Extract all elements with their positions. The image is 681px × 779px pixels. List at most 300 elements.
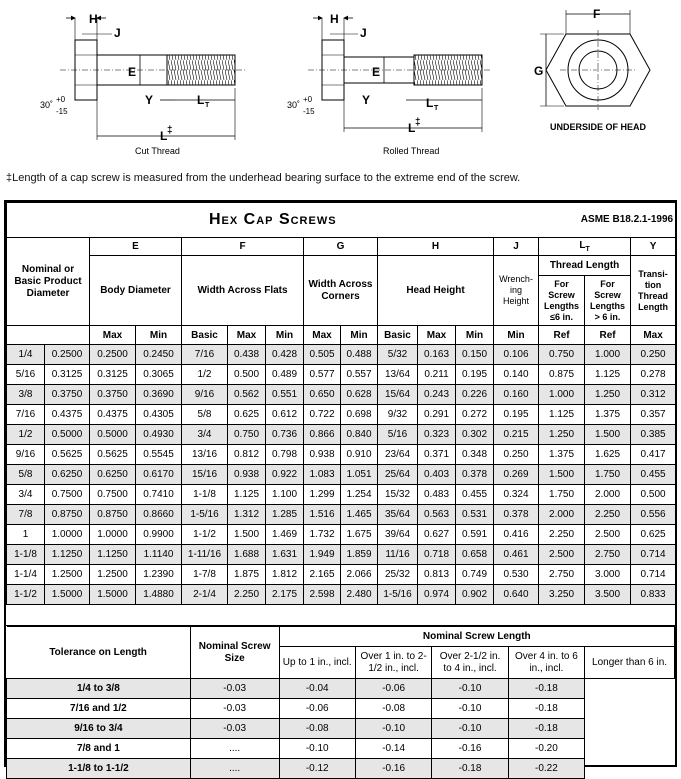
table-cell: 0.302	[456, 425, 494, 445]
table-cell: 0.922	[266, 465, 304, 485]
tolerance-row	[7, 699, 675, 719]
table-cell: 0.902	[456, 585, 494, 605]
table-cell: 0.750	[228, 425, 266, 445]
cut-y-label: Y	[145, 93, 154, 107]
table-cell: 5/8	[7, 465, 45, 485]
tolerance-size-cell: 1-1/8 to 1-1/2	[7, 759, 191, 779]
sub-j-min: Min	[494, 326, 539, 345]
table-cell: 5/16	[378, 425, 418, 445]
table-cell: 1.125	[228, 485, 266, 505]
table-row	[7, 405, 676, 425]
transition-header: Transi-tion Thread Length	[631, 256, 676, 326]
table-cell: 0.5545	[136, 445, 182, 465]
rolled-y-label: Y	[362, 93, 371, 107]
tolerance-row	[7, 719, 675, 739]
tolerance-cell: -0.08	[279, 719, 355, 739]
table-row	[7, 525, 676, 545]
table-row	[7, 385, 676, 405]
table-cell: 0.750	[539, 345, 585, 365]
cut-l-label: L	[160, 129, 168, 143]
length-range-header: Longer than 6 in.	[585, 647, 675, 679]
table-cell: 0.323	[418, 425, 456, 445]
hex-cap-screws-table	[4, 200, 677, 774]
tolerance-cell: -0.03	[190, 679, 279, 699]
table-cell: 25/32	[378, 565, 418, 585]
table-cell: 0.371	[418, 445, 456, 465]
table-cell: 0.6250	[45, 465, 90, 485]
table-cell: 0.562	[228, 385, 266, 405]
table-cell: 11/16	[378, 545, 418, 565]
table-cell: 1-1/8	[182, 485, 228, 505]
tolerance-cell: -0.16	[432, 739, 508, 759]
tolerance-cell: -0.04	[279, 679, 355, 699]
table-cell: 1.469	[266, 525, 304, 545]
g-letter: G	[304, 238, 378, 256]
head-f-label: F	[593, 7, 601, 21]
table-cell: 0.798	[266, 445, 304, 465]
rolled-lt-sub: T	[434, 105, 439, 112]
table-cell: 1.125	[539, 405, 585, 425]
table-cell: 0.243	[418, 385, 456, 405]
tolerance-row	[7, 759, 675, 779]
table-cell: 0.8750	[90, 505, 136, 525]
table-cell: 0.417	[631, 445, 676, 465]
table-cell: 0.357	[631, 405, 676, 425]
table-cell: 0.3125	[90, 365, 136, 385]
table-cell: 3/4	[7, 485, 45, 505]
short-screw-header: For Screw Lengths ≤6 in.	[539, 276, 585, 326]
table-cell: 0.625	[631, 525, 676, 545]
table-cell: 1.285	[266, 505, 304, 525]
sub-h-min: Min	[456, 326, 494, 345]
tolerance-size-cell: 7/16 and 1/2	[7, 699, 191, 719]
table-cell: 0.736	[266, 425, 304, 445]
table-cell: 0.625	[228, 405, 266, 425]
table-cell: 1.051	[341, 465, 378, 485]
table-cell: 1.299	[304, 485, 341, 505]
table-cell: 1.083	[304, 465, 341, 485]
table-cell: 0.5625	[45, 445, 90, 465]
cut-j-label: J	[114, 26, 121, 40]
table-cell: 1.516	[304, 505, 341, 525]
table-cell: 2.750	[585, 545, 631, 565]
table-cell: 0.8660	[136, 505, 182, 525]
table-cell: 1.312	[228, 505, 266, 525]
tolerance-cell: -0.18	[508, 679, 584, 699]
data-rows	[7, 345, 676, 605]
lt-letter: L	[579, 240, 586, 251]
table-cell: 1.500	[539, 465, 585, 485]
table-cell: 2.000	[585, 485, 631, 505]
table-row	[7, 505, 676, 525]
table-cell: 0.195	[494, 405, 539, 425]
tolerance-label: Tolerance on Length	[7, 627, 191, 679]
h-letter: H	[378, 238, 494, 256]
sub-f-min: Min	[266, 326, 304, 345]
bolt-diagrams	[0, 0, 681, 170]
standard-label: ASME B18.2.1-1996	[539, 203, 676, 238]
table-cell: 1.5000	[90, 585, 136, 605]
table-cell: 1-1/8	[7, 545, 45, 565]
table-cell: 1.100	[266, 485, 304, 505]
head-height-header: Head Height	[378, 256, 494, 326]
tolerance-row	[7, 739, 675, 759]
rolled-thread-bolt	[287, 12, 492, 156]
table-cell: 0.9900	[136, 525, 182, 545]
table-cell: 0.150	[456, 345, 494, 365]
tolerance-table	[6, 626, 675, 779]
table-row	[7, 465, 676, 485]
table-cell: 0.698	[341, 405, 378, 425]
table-cell: 1.625	[585, 445, 631, 465]
tolerance-cell: -0.20	[508, 739, 584, 759]
sub-h-max: Max	[418, 326, 456, 345]
lt-letter-sub: T	[585, 246, 590, 253]
table-cell: 1.859	[341, 545, 378, 565]
diagram-area	[0, 0, 681, 170]
table-cell: 0.250	[494, 445, 539, 465]
table-cell: 0.455	[456, 485, 494, 505]
tolerance-cell: -0.12	[279, 759, 355, 779]
underside-of-head	[534, 7, 650, 132]
table-cell: 0.211	[418, 365, 456, 385]
wrenching-height-header: Wrench-ing Height	[494, 256, 539, 326]
cut-e-label: E	[128, 65, 137, 79]
table-cell: 1.254	[341, 485, 378, 505]
table-cell: 0.530	[494, 565, 539, 585]
table-cell: 0.938	[304, 445, 341, 465]
table-cell: 3/4	[182, 425, 228, 445]
table-cell: 35/64	[378, 505, 418, 525]
table-cell: 0.378	[494, 505, 539, 525]
table-cell: 0.714	[631, 565, 676, 585]
table-row	[7, 365, 676, 385]
table-cell: 1.750	[585, 465, 631, 485]
table-cell: 0.163	[418, 345, 456, 365]
table-cell: 1.5000	[45, 585, 90, 605]
sub-h-basic: Basic	[378, 326, 418, 345]
table-cell: 0.505	[304, 345, 341, 365]
length-footnote: ‡Length of a cap screw is measured from the underhead bearing surface to the extreme end of the screw.	[6, 172, 521, 184]
table-cell: 0.749	[456, 565, 494, 585]
table-cell: 15/64	[378, 385, 418, 405]
tolerance-cell: ....	[190, 759, 279, 779]
tolerance-size-cell: 9/16 to 3/4	[7, 719, 191, 739]
table-cell: 0.250	[631, 345, 676, 365]
table-row	[7, 585, 676, 605]
cut-thread-caption: Cut Thread	[135, 146, 180, 156]
table-cell: 1.250	[539, 425, 585, 445]
thread-length-header: Thread Length	[539, 256, 631, 276]
table-cell: 1-1/2	[7, 585, 45, 605]
table-cell: 0.488	[341, 345, 378, 365]
table-cell: 0.551	[266, 385, 304, 405]
nominal-diameter-header: Nominal or Basic Product Diameter	[7, 238, 90, 326]
table-cell: 0.875	[539, 365, 585, 385]
table-cell: 0.106	[494, 345, 539, 365]
cut-h-label: H	[89, 12, 98, 26]
sub-g-min: Min	[341, 326, 378, 345]
table-cell: 1.250	[585, 385, 631, 405]
table-cell: 2.000	[539, 505, 585, 525]
table-cell: 0.483	[418, 485, 456, 505]
sub-g-max: Max	[304, 326, 341, 345]
table-cell: 1/4	[7, 345, 45, 365]
lt-letter-cell	[539, 238, 631, 256]
table-cell: 0.378	[456, 465, 494, 485]
table-cell: 0.813	[418, 565, 456, 585]
table-cell: 2.750	[539, 565, 585, 585]
nominal-sub-blank	[7, 326, 90, 345]
rolled-l-label: L	[408, 121, 416, 135]
table-cell: 1	[7, 525, 45, 545]
table-cell: 0.324	[494, 485, 539, 505]
table-cell: 1.2500	[90, 565, 136, 585]
tolerance-cell: -0.18	[508, 719, 584, 739]
tolerance-cell: -0.16	[355, 759, 431, 779]
table-cell: 0.650	[304, 385, 341, 405]
table-cell: 0.6250	[90, 465, 136, 485]
table-cell: 0.348	[456, 445, 494, 465]
table-cell: 0.455	[631, 465, 676, 485]
width-corners-header: Width Across Corners	[304, 256, 378, 326]
nominal-length-header: Nominal Screw Length	[279, 627, 674, 647]
head-g-label: G	[534, 64, 544, 78]
table-cell: 0.7500	[90, 485, 136, 505]
table-cell: 0.2500	[45, 345, 90, 365]
table-cell: 0.812	[228, 445, 266, 465]
table-cell: 39/64	[378, 525, 418, 545]
table-cell: 0.461	[494, 545, 539, 565]
table-cell: 0.7410	[136, 485, 182, 505]
table-cell: 0.938	[228, 465, 266, 485]
table-cell: 0.531	[456, 505, 494, 525]
gap-row	[6, 605, 675, 626]
table-cell: 2.175	[266, 585, 304, 605]
table-cell: 0.3065	[136, 365, 182, 385]
table-cell: 0.563	[418, 505, 456, 525]
table-cell: 5/16	[7, 365, 45, 385]
table-cell: 1.1250	[90, 545, 136, 565]
table-cell: 7/16	[182, 345, 228, 365]
rolled-lt-label: L	[426, 96, 434, 110]
table-cell: 2.250	[585, 505, 631, 525]
table-cell: 0.5000	[90, 425, 136, 445]
tolerance-cell: -0.03	[190, 719, 279, 739]
table-cell: 1.631	[266, 545, 304, 565]
table-cell: 0.3750	[90, 385, 136, 405]
table-cell: 1.732	[304, 525, 341, 545]
table-cell: 0.2500	[90, 345, 136, 365]
table-row	[7, 345, 676, 365]
table-cell: 0.628	[341, 385, 378, 405]
cut-l-mark: ‡	[167, 125, 173, 136]
table-cell: 0.556	[631, 505, 676, 525]
tolerance-cell: -0.10	[355, 719, 431, 739]
table-cell: 1.675	[341, 525, 378, 545]
table-cell: 1-1/2	[182, 525, 228, 545]
cut-thread-bolt	[40, 12, 245, 156]
table-cell: 0.215	[494, 425, 539, 445]
table-cell: 0.5625	[90, 445, 136, 465]
rolled-tol-minus: -15	[303, 107, 315, 116]
table-title: Hex Cap Screws	[208, 211, 337, 228]
table-cell: 0.840	[341, 425, 378, 445]
table-cell: 1.500	[585, 425, 631, 445]
table-cell: 2-1/4	[182, 585, 228, 605]
table-cell: 1-1/4	[7, 565, 45, 585]
table-cell: 9/32	[378, 405, 418, 425]
table-cell: 0.160	[494, 385, 539, 405]
tolerance-cell: -0.03	[190, 699, 279, 719]
table-cell: 0.718	[418, 545, 456, 565]
table-cell: 0.7500	[45, 485, 90, 505]
table-cell: 1.1140	[136, 545, 182, 565]
table-cell: 1-5/16	[182, 505, 228, 525]
tolerance-cell: -0.08	[355, 699, 431, 719]
tolerance-cell: -0.10	[432, 719, 508, 739]
table-cell: 0.640	[494, 585, 539, 605]
table-cell: 0.557	[341, 365, 378, 385]
table-cell: 0.140	[494, 365, 539, 385]
table-cell: 0.438	[228, 345, 266, 365]
table-cell: 1.4880	[136, 585, 182, 605]
rolled-thread-caption: Rolled Thread	[383, 146, 440, 156]
body-diameter-header: Body Diameter	[90, 256, 182, 326]
table-cell: 15/16	[182, 465, 228, 485]
table-cell: 1.2390	[136, 565, 182, 585]
tolerance-row	[7, 679, 675, 699]
table-cell: 1-11/16	[182, 545, 228, 565]
table-cell: 2.250	[539, 525, 585, 545]
table-cell: 2.165	[304, 565, 341, 585]
table-cell: 1.000	[539, 385, 585, 405]
long-screw-header: For Screw Lengths > 6 in.	[585, 276, 631, 326]
table-row	[7, 565, 676, 585]
table-cell: 9/16	[7, 445, 45, 465]
table-cell: 0.3690	[136, 385, 182, 405]
table-cell: 1.1250	[45, 545, 90, 565]
sub-y-max: Max	[631, 326, 676, 345]
table-row	[7, 445, 676, 465]
table-cell: 1.000	[585, 345, 631, 365]
tolerance-cell: -0.10	[432, 699, 508, 719]
table-cell: 1.0000	[45, 525, 90, 545]
table-cell: 0.312	[631, 385, 676, 405]
table-cell: 0.612	[266, 405, 304, 425]
table-cell: 0.591	[456, 525, 494, 545]
table-cell: 0.2450	[136, 345, 182, 365]
cut-lt-label: L	[197, 93, 205, 107]
table-cell: 1.688	[228, 545, 266, 565]
table-cell: 5/32	[378, 345, 418, 365]
table-cell: 0.4930	[136, 425, 182, 445]
table-cell: 2.250	[228, 585, 266, 605]
table-cell: 7/16	[7, 405, 45, 425]
f-letter: F	[182, 238, 304, 256]
dimensions-table	[6, 202, 676, 605]
tolerance-size-cell: 7/8 and 1	[7, 739, 191, 759]
e-letter: E	[90, 238, 182, 256]
table-cell: 1.750	[539, 485, 585, 505]
rolled-e-label: E	[372, 65, 381, 79]
table-cell: 0.416	[494, 525, 539, 545]
rolled-tol-plus: +0	[303, 95, 313, 104]
table-cell: 0.3750	[45, 385, 90, 405]
table-cell: 1.875	[228, 565, 266, 585]
table-row	[7, 485, 676, 505]
sub-lt-short-ref: Ref	[539, 326, 585, 345]
table-cell: 0.3125	[45, 365, 90, 385]
nominal-size-header: Nominal Screw Size	[190, 627, 279, 679]
sub-e-max: Max	[90, 326, 136, 345]
cut-tol-plus: +0	[56, 95, 66, 104]
j-letter: J	[494, 238, 539, 256]
length-range-header: Over 4 in. to 6 in., incl.	[508, 647, 584, 679]
y-letter: Y	[631, 238, 676, 256]
table-cell: 5/8	[182, 405, 228, 425]
table-cell: 0.291	[418, 405, 456, 425]
tolerance-cell: -0.10	[279, 739, 355, 759]
table-cell: 15/32	[378, 485, 418, 505]
tolerance-cell: -0.06	[279, 699, 355, 719]
width-flats-header: Width Across Flats	[182, 256, 304, 326]
table-cell: 0.658	[456, 545, 494, 565]
table-cell: 0.269	[494, 465, 539, 485]
table-cell: 0.577	[304, 365, 341, 385]
table-cell: 0.974	[418, 585, 456, 605]
table-cell: 0.428	[266, 345, 304, 365]
table-cell: 0.6170	[136, 465, 182, 485]
tolerance-cell: -0.06	[355, 679, 431, 699]
table-row	[7, 545, 676, 565]
table-cell: 7/8	[7, 505, 45, 525]
table-cell: 0.8750	[45, 505, 90, 525]
table-cell: 0.278	[631, 365, 676, 385]
table-cell: 1/2	[7, 425, 45, 445]
sub-lt-long-ref: Ref	[585, 326, 631, 345]
table-cell: 1.949	[304, 545, 341, 565]
rolled-h-label: H	[330, 12, 339, 26]
table-cell: 3/8	[7, 385, 45, 405]
cut-lt-sub: T	[205, 102, 210, 109]
table-cell: 1.0000	[90, 525, 136, 545]
cut-tol-minus: -15	[56, 107, 68, 116]
table-cell: 0.4375	[45, 405, 90, 425]
table-gap	[6, 605, 675, 626]
table-cell: 25/64	[378, 465, 418, 485]
table-cell: 2.066	[341, 565, 378, 585]
table-cell: 0.226	[456, 385, 494, 405]
table-cell: 2.480	[341, 585, 378, 605]
table-row	[7, 425, 676, 445]
tolerance-cell: ....	[190, 739, 279, 759]
cut-angle: 30˚	[40, 100, 54, 110]
rolled-j-label: J	[360, 26, 367, 40]
tolerance-cell: -0.18	[508, 699, 584, 719]
table-cell: 0.195	[456, 365, 494, 385]
table-cell: 1-5/16	[378, 585, 418, 605]
sub-f-max: Max	[228, 326, 266, 345]
length-range-header: Up to 1 in., incl.	[279, 647, 355, 679]
table-cell: 0.403	[418, 465, 456, 485]
table-cell: 13/64	[378, 365, 418, 385]
table-cell: 1.375	[585, 405, 631, 425]
tolerance-cell: -0.18	[432, 759, 508, 779]
table-cell: 0.627	[418, 525, 456, 545]
table-cell: 2.500	[539, 545, 585, 565]
table-cell: 3.000	[585, 565, 631, 585]
